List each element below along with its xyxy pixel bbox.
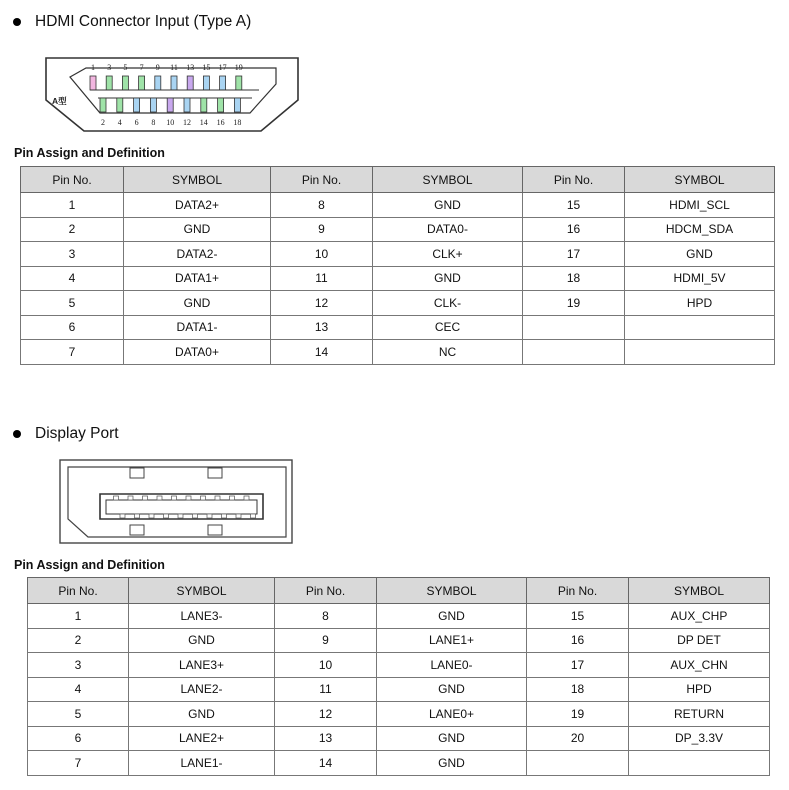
pin-symbol-cell: RETURN (629, 702, 770, 727)
pin-number-cell: 19 (527, 702, 629, 727)
pin-number-cell: 6 (28, 726, 129, 751)
pin-number-label: 7 (139, 63, 144, 72)
pin-symbol-cell: NC (373, 340, 523, 365)
pin-number-cell: 9 (275, 628, 377, 653)
pin-number-label: 6 (134, 118, 139, 127)
pin-number-label: 5 (123, 63, 128, 72)
pin-symbol-cell: HPD (625, 291, 775, 316)
connector-type-label: A型 (52, 96, 67, 106)
pin-symbol-cell: LANE3+ (129, 653, 275, 678)
pin-symbol-cell: HDCM_SDA (625, 217, 775, 242)
pin-number-cell: 17 (527, 653, 629, 678)
pin-number-label: 10 (166, 118, 175, 127)
dp-pin (186, 496, 191, 500)
pin-symbol-cell: GND (625, 242, 775, 267)
dp-pin (201, 496, 206, 500)
table-row (28, 628, 770, 653)
pin-symbol-cell: GND (373, 266, 523, 291)
pin-number-cell: 8 (275, 604, 377, 629)
pin-number-label: 4 (117, 118, 122, 127)
hdmi-title: HDMI Connector Input (Type A) (35, 13, 252, 30)
pin-number-cell: 4 (28, 677, 129, 702)
dp-pin (207, 514, 212, 518)
dp-pin (135, 514, 140, 518)
pin-number-cell: 13 (275, 726, 377, 751)
pin-symbol-cell: DATA0+ (124, 340, 271, 365)
dp-pin (149, 514, 154, 518)
pin-symbol-cell (629, 751, 770, 776)
pin-number-cell: 7 (21, 340, 124, 365)
table-row (28, 653, 770, 678)
pin-symbol-cell: DATA2+ (124, 193, 271, 218)
dp-latch-tab (208, 525, 222, 535)
dp-pin (172, 496, 177, 500)
pin-number-cell: 12 (271, 291, 373, 316)
pin-symbol-cell: CEC (373, 315, 523, 340)
pin-number-label: 18 (233, 118, 242, 127)
dp-title: Display Port (35, 425, 119, 442)
pin-number-label: 19 (234, 63, 243, 72)
pin-number-label: 13 (186, 63, 195, 72)
pin-symbol-cell: GND (377, 726, 527, 751)
column-header: Pin No. (527, 578, 629, 604)
pin-number-label: 8 (151, 118, 156, 127)
pin-number-cell (527, 751, 629, 776)
pin-number-label: 2 (101, 118, 105, 127)
pin-number-label: 16 (216, 118, 225, 127)
pin-symbol-cell: GND (124, 217, 271, 242)
pin-symbol-cell: DATA1+ (124, 266, 271, 291)
pin-number-cell: 6 (21, 315, 124, 340)
column-header: SYMBOL (129, 578, 275, 604)
dp-pin (236, 514, 241, 518)
dp-pin (230, 496, 235, 500)
pin-symbol-cell: LANE3- (129, 604, 275, 629)
dp-pin (157, 496, 162, 500)
pin-number-cell: 5 (28, 702, 129, 727)
pin-symbol-cell: LANE1- (129, 751, 275, 776)
table-row (28, 726, 770, 751)
pin-number-cell: 8 (271, 193, 373, 218)
dp-pin (178, 514, 183, 518)
pin-number-cell: 1 (28, 604, 129, 629)
pin-symbol-cell: GND (129, 628, 275, 653)
pin-number-cell: 16 (523, 217, 625, 242)
pin-symbol-cell: GND (377, 604, 527, 629)
dp-pin (215, 496, 220, 500)
pin-symbol-cell: GND (377, 751, 527, 776)
pin-number-cell: 15 (523, 193, 625, 218)
dp-pin (114, 496, 119, 500)
column-header: SYMBOL (625, 167, 775, 193)
dp-pin (222, 514, 227, 518)
table-header-row (28, 578, 770, 604)
dp-latch-tab (130, 468, 144, 478)
pin-symbol-cell: GND (373, 193, 523, 218)
pin-number-cell: 10 (271, 242, 373, 267)
pin-symbol-cell: AUX_CHN (629, 653, 770, 678)
dp-pin (143, 496, 148, 500)
pin-symbol-cell: DP DET (629, 628, 770, 653)
pin-number-cell: 1 (21, 193, 124, 218)
pin-symbol-cell: CLK+ (373, 242, 523, 267)
pin-number-cell: 17 (523, 242, 625, 267)
pin-number-cell: 15 (527, 604, 629, 629)
pin-number-label: 11 (170, 63, 178, 72)
pin-number-cell: 3 (28, 653, 129, 678)
pin-symbol-cell: LANE0- (377, 653, 527, 678)
table-row (28, 702, 770, 727)
hdmi-pin-section-label: Pin Assign and Definition (14, 146, 165, 160)
pin-number-cell: 4 (21, 266, 124, 291)
pin-symbol-cell: LANE2+ (129, 726, 275, 751)
pin-symbol-cell: LANE2- (129, 677, 275, 702)
table-row (28, 604, 770, 629)
column-header: Pin No. (275, 578, 377, 604)
dp-pin (164, 514, 169, 518)
pin-number-label: 12 (183, 118, 191, 127)
pin-symbol-cell: GND (124, 291, 271, 316)
column-header: SYMBOL (373, 167, 523, 193)
column-header: SYMBOL (629, 578, 770, 604)
pin-number-cell: 14 (271, 340, 373, 365)
column-header: SYMBOL (124, 167, 271, 193)
pin-number-cell: 12 (275, 702, 377, 727)
pin-number-cell: 18 (527, 677, 629, 702)
pin-number-cell: 2 (21, 217, 124, 242)
pin-symbol-cell: GND (129, 702, 275, 727)
pin-symbol-cell: DATA2- (124, 242, 271, 267)
pin-symbol-cell: LANE0+ (377, 702, 527, 727)
pin-number-cell: 2 (28, 628, 129, 653)
column-header: Pin No. (271, 167, 373, 193)
dp-pin (251, 514, 256, 518)
pin-number-label: 15 (202, 63, 211, 72)
pin-number-cell: 5 (21, 291, 124, 316)
pin-number-label: 14 (199, 118, 208, 127)
pin-symbol-cell: HDMI_SCL (625, 193, 775, 218)
dp-pin (128, 496, 133, 500)
dp-pin (244, 496, 249, 500)
pin-number-cell: 10 (275, 653, 377, 678)
pin-symbol-cell: HDMI_5V (625, 266, 775, 291)
pin-number-cell: 9 (271, 217, 373, 242)
pin-number-cell: 18 (523, 266, 625, 291)
column-header: SYMBOL (377, 578, 527, 604)
column-header: Pin No. (21, 167, 124, 193)
pin-number-cell: 20 (527, 726, 629, 751)
column-header: Pin No. (523, 167, 625, 193)
pin-number-cell: 11 (275, 677, 377, 702)
pin-number-cell: 16 (527, 628, 629, 653)
table-row (28, 677, 770, 702)
dp-pin-table (27, 577, 770, 776)
pin-symbol-cell: LANE1+ (377, 628, 527, 653)
column-header: Pin No. (28, 578, 129, 604)
table-row (28, 751, 770, 776)
pin-symbol-cell: DP_3.3V (629, 726, 770, 751)
dp-latch-tab (130, 525, 144, 535)
pin-number-cell: 14 (275, 751, 377, 776)
dp-pin-section-label: Pin Assign and Definition (14, 558, 165, 572)
pin-symbol-cell: DATA1- (124, 315, 271, 340)
dp-pin (120, 514, 125, 518)
pin-number-cell: 13 (271, 315, 373, 340)
pin-symbol-cell: AUX_CHP (629, 604, 770, 629)
pin-number-label: 17 (218, 63, 227, 72)
pin-number-cell: 11 (271, 266, 373, 291)
dp-pin (193, 514, 198, 518)
pin-number-label: 3 (107, 63, 112, 72)
pin-symbol-cell: GND (377, 677, 527, 702)
dp-latch-tab (208, 468, 222, 478)
pin-symbol-cell: DATA0- (373, 217, 523, 242)
pin-number-cell: 7 (28, 751, 129, 776)
pin-number-label: 9 (155, 63, 160, 72)
pin-symbol-cell: HPD (629, 677, 770, 702)
pin-number-cell: 3 (21, 242, 124, 267)
pin-number-cell: 19 (523, 291, 625, 316)
pin-symbol-cell: CLK- (373, 291, 523, 316)
pin-number-label: 1 (91, 63, 95, 72)
